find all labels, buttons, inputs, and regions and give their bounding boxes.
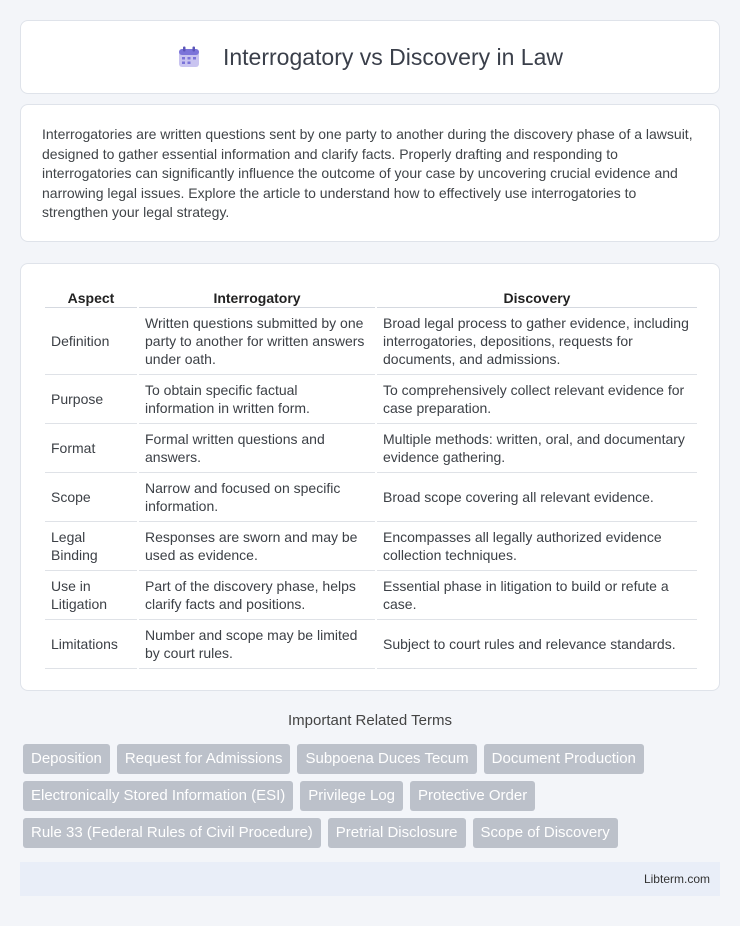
comparison-table <box>43 284 699 669</box>
header-discovery: Discovery <box>377 284 697 308</box>
interrogatory-cell: Narrow and focused on specific information. <box>139 473 375 522</box>
aspect-cell: Scope <box>45 473 137 522</box>
discovery-cell: Broad legal process to gather evidence, including interrogatories, depositions, requests for documents, and admissions. <box>377 308 697 375</box>
page-title: Interrogatory vs Discovery in Law <box>222 43 563 70</box>
aspect-cell: Limitations <box>45 620 137 669</box>
table-row <box>45 571 697 620</box>
tag-request-for-admissions[interactable]: Request for Admissions <box>117 744 291 774</box>
aspect-cell: Use in Litigation <box>45 571 137 620</box>
interrogatory-cell: Formal written questions and answers. <box>139 424 375 473</box>
discovery-cell: To comprehensively collect relevant evidence for case preparation. <box>377 375 697 424</box>
table-header-row <box>45 284 697 308</box>
table-row <box>45 620 697 669</box>
aspect-cell: Format <box>45 424 137 473</box>
tag-row <box>23 781 723 811</box>
aspect-cell: Purpose <box>45 375 137 424</box>
discovery-cell: Essential phase in litigation to build or refute a case. <box>377 571 697 620</box>
aspect-cell: Definition <box>45 308 137 375</box>
tag-privilege-log[interactable]: Privilege Log <box>300 781 403 811</box>
interrogatory-cell: Written questions submitted by one party to another for written answers under oath. <box>139 308 375 375</box>
tag-pretrial-disclosure[interactable]: Pretrial Disclosure <box>328 818 466 848</box>
interrogatory-cell: Number and scope may be limited by court rules. <box>139 620 375 669</box>
footer-site-link[interactable]: Libterm.com <box>643 872 710 886</box>
table-row <box>45 308 697 375</box>
interrogatory-cell: Part of the discovery phase, helps clarify facts and positions. <box>139 571 375 620</box>
discovery-cell: Broad scope covering all relevant evidence. <box>377 473 697 522</box>
tag-protective-order[interactable]: Protective Order <box>410 781 535 811</box>
interrogatory-cell: Responses are sworn and may be used as evidence. <box>139 522 375 571</box>
tag-document-production[interactable]: Document Production <box>484 744 644 774</box>
discovery-cell: Subject to court rules and relevance standards. <box>377 620 697 669</box>
header-interrogatory: Interrogatory <box>139 284 375 308</box>
tag-row <box>23 818 723 848</box>
tag-deposition[interactable]: Deposition <box>23 744 110 774</box>
related-terms-title: Important Related Terms <box>288 712 452 729</box>
table-row <box>45 473 697 522</box>
tag-rule-33[interactable]: Rule 33 (Federal Rules of Civil Procedure) <box>23 818 321 848</box>
comparison-table-card <box>20 263 720 691</box>
tag-subpoena-duces-tecum[interactable]: Subpoena Duces Tecum <box>297 744 476 774</box>
tag-esi[interactable]: Electronically Stored Information (ESI) <box>23 781 293 811</box>
intro-card <box>20 104 720 242</box>
intro-text: Interrogatories are written questions sent by one party to another during the discovery phase of a lawsuit, designed to gather essential information and clarify facts. Properly drafting and responding to interrogatories can significantly influence the outcome of your case by uncovering crucial evidence and narrowing legal issues. Explore the article to understand how to effectively use interrogatories to strengthen your legal strategy. <box>42 126 693 220</box>
tag-row <box>23 744 723 774</box>
discovery-cell: Multiple methods: written, oral, and documentary evidence gathering. <box>377 424 697 473</box>
header-aspect: Aspect <box>45 284 137 308</box>
header-card <box>20 20 720 94</box>
aspect-cell: Legal Binding <box>45 522 137 571</box>
table-row <box>45 424 697 473</box>
tag-scope-of-discovery[interactable]: Scope of Discovery <box>473 818 618 848</box>
table-row <box>45 522 697 571</box>
related-terms-list <box>23 744 723 855</box>
footer <box>20 862 720 896</box>
calendar-icon <box>177 45 201 69</box>
discovery-cell: Encompasses all legally authorized evidence collection techniques. <box>377 522 697 571</box>
interrogatory-cell: To obtain specific factual information in written form. <box>139 375 375 424</box>
table-row <box>45 375 697 424</box>
